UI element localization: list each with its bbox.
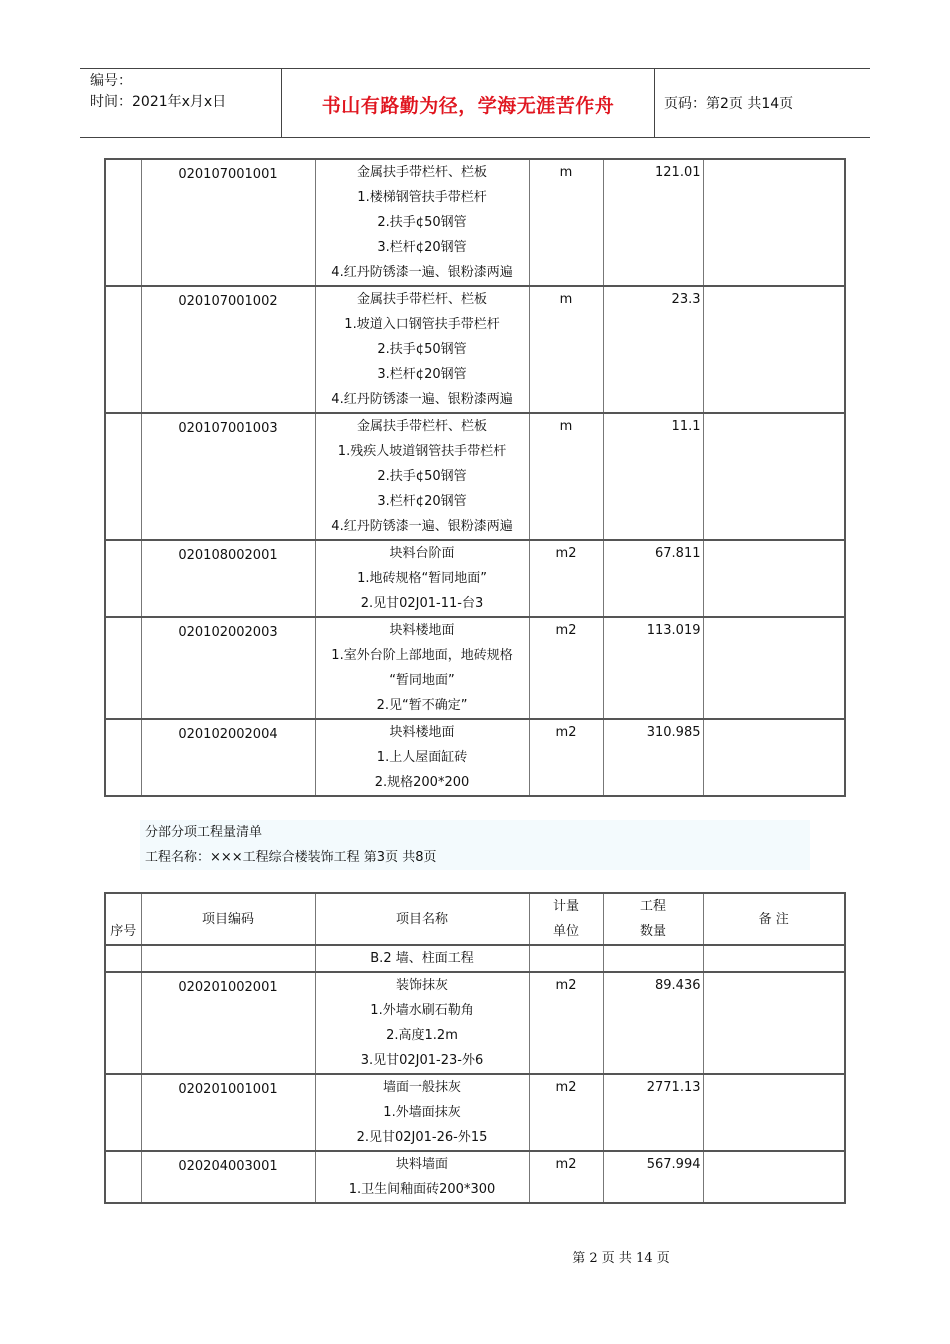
header-name: 项目名称 (315, 893, 529, 945)
table-row (105, 286, 845, 413)
item-name-line: 1.坡道入口钢管扶手带栏杆 (344, 317, 500, 332)
item-name-line: 3.见甘02J01-23-外6 (360, 1053, 484, 1068)
seq-cell (105, 719, 141, 796)
item-code: 020201001001 (141, 1074, 315, 1151)
item-name-line: 2.扶手¢50钢管 (377, 215, 467, 230)
item-quantity: 67.811 (603, 540, 703, 617)
table-header-row (105, 893, 845, 945)
header-qty: 工程 数量 (603, 893, 703, 945)
item-quantity: 11.1 (603, 413, 703, 540)
header-remark: 备 注 (703, 893, 845, 945)
group-unit-cell (529, 945, 603, 972)
item-name-line: 3.栏杆¢20钢管 (377, 494, 467, 509)
item-unit: m2 (529, 972, 603, 1074)
item-name-line: 2.见“暂不确定” (376, 698, 468, 713)
page-header (80, 68, 870, 138)
header-divider (654, 69, 655, 137)
item-code: 020102002004 (141, 719, 315, 796)
section-heading (140, 820, 810, 870)
item-name (315, 286, 529, 413)
header-code: 项目编码 (141, 893, 315, 945)
table-row (105, 413, 845, 540)
group-remark-cell (703, 945, 845, 972)
remark-cell (703, 540, 845, 617)
item-unit: m2 (529, 719, 603, 796)
item-quantity: 2771.13 (603, 1074, 703, 1151)
item-unit: m (529, 159, 603, 286)
header-page-info: 页码：第2页 共14页 (664, 96, 794, 112)
section-project: 工程名称：×××工程综合楼装饰工程 第3页 共8页 (145, 850, 437, 865)
item-name-line: 块料墙面 (395, 1157, 448, 1172)
item-name-line: 金属扶手带栏杆、栏板 (356, 165, 487, 180)
seq-cell (105, 1074, 141, 1151)
item-name (315, 1074, 529, 1151)
item-name (315, 413, 529, 540)
item-name-line: “暂同地面” (389, 673, 455, 688)
remark-cell (703, 617, 845, 719)
item-code: 020107001001 (141, 159, 315, 286)
item-name-line: 4.红丹防锈漆一遍、银粉漆两遍 (331, 265, 513, 280)
table-row (105, 617, 845, 719)
item-name-line: 块料台阶面 (389, 546, 455, 561)
item-name-line: 块料楼地面 (389, 725, 455, 740)
header-motto: 书山有路勤为径，学海无涯苦作舟 (321, 95, 615, 117)
item-quantity: 113.019 (603, 617, 703, 719)
seq-cell (105, 286, 141, 413)
remark-cell (703, 413, 845, 540)
item-name-line: 2.扶手¢50钢管 (377, 469, 467, 484)
item-unit: m2 (529, 540, 603, 617)
remark-cell (703, 719, 845, 796)
item-name (315, 617, 529, 719)
item-name-line: 1.外墙面抹灰 (383, 1105, 461, 1120)
item-name (315, 719, 529, 796)
item-name-line: 1.室外台阶上部地面，地砖规格 (331, 648, 513, 663)
item-name (315, 972, 529, 1074)
item-name-line: 1.残疾人坡道钢管扶手带栏杆 (337, 444, 507, 459)
item-code: 020107001002 (141, 286, 315, 413)
group-code-cell (141, 945, 315, 972)
remark-cell (703, 1151, 845, 1203)
item-name-line: 2.高度1.2m (386, 1028, 458, 1043)
table-row (105, 719, 845, 796)
remark-cell (703, 159, 845, 286)
page-footer: 第 2 页 共 14 页 (572, 1251, 670, 1266)
item-quantity: 567.994 (603, 1151, 703, 1203)
table-row (105, 159, 845, 286)
item-name-line: 2.见甘02J01-26-外15 (356, 1130, 488, 1145)
table-row (105, 1074, 845, 1151)
seq-cell (105, 159, 141, 286)
section-title: 分部分项工程量清单 (145, 825, 263, 840)
boq-table-continued (104, 158, 846, 797)
remark-cell (703, 286, 845, 413)
item-name-line: 1.外墙水刷石勒角 (370, 1003, 474, 1018)
seq-cell (105, 617, 141, 719)
seq-cell (105, 972, 141, 1074)
item-name (315, 1151, 529, 1203)
item-name (315, 159, 529, 286)
table-row (105, 540, 845, 617)
item-quantity: 23.3 (603, 286, 703, 413)
item-unit: m (529, 286, 603, 413)
item-unit: m2 (529, 1074, 603, 1151)
item-name-line: 4.红丹防锈漆一遍、银粉漆两遍 (331, 392, 513, 407)
item-name (315, 540, 529, 617)
item-name-line: 2.规格200*200 (374, 775, 470, 790)
item-unit: m2 (529, 617, 603, 719)
item-code: 020201002001 (141, 972, 315, 1074)
item-name-line: 装饰抹灰 (395, 978, 448, 993)
item-unit: m2 (529, 1151, 603, 1203)
code-label: 编号： (90, 73, 132, 89)
group-row (105, 945, 845, 972)
header-unit: 计量 单位 (529, 893, 603, 945)
item-name-line: 3.栏杆¢20钢管 (377, 367, 467, 382)
boq-table (104, 892, 846, 1204)
item-quantity: 310.985 (603, 719, 703, 796)
item-name-line: 1.楼梯钢管扶手带栏杆 (357, 190, 487, 205)
item-name-line: 金属扶手带栏杆、栏板 (356, 292, 487, 307)
remark-cell (703, 1074, 845, 1151)
item-code: 020107001003 (141, 413, 315, 540)
table-row (105, 972, 845, 1074)
item-name-line: 块料楼地面 (389, 623, 455, 638)
item-quantity: 89.436 (603, 972, 703, 1074)
item-name-line: 墙面一般抹灰 (382, 1080, 461, 1095)
group-title: B.2 墙、柱面工程 (315, 945, 529, 972)
group-qty-cell (603, 945, 703, 972)
item-name-line: 1.卫生间釉面砖200*300 (348, 1182, 496, 1197)
item-name-line: 4.红丹防锈漆一遍、银粉漆两遍 (331, 519, 513, 534)
item-code: 020204003001 (141, 1151, 315, 1203)
item-name-line: 金属扶手带栏杆、栏板 (356, 419, 487, 434)
item-name-line: 1.上人屋面缸砖 (376, 750, 468, 765)
item-unit: m (529, 413, 603, 540)
item-quantity: 121.01 (603, 159, 703, 286)
remark-cell (703, 972, 845, 1074)
group-seq-cell (105, 945, 141, 972)
seq-cell (105, 540, 141, 617)
seq-cell (105, 413, 141, 540)
item-name-line: 2.扶手¢50钢管 (377, 342, 467, 357)
item-name-line: 3.栏杆¢20钢管 (377, 240, 467, 255)
time-label: 时间：2021年x月x日 (90, 94, 227, 110)
item-code: 020108002001 (141, 540, 315, 617)
item-code: 020102002003 (141, 617, 315, 719)
header-meta (90, 71, 226, 113)
table-row (105, 1151, 845, 1203)
item-name-line: 1.地砖规格“暂同地面” (357, 571, 487, 586)
item-name-line: 2.见甘02J01-11-台3 (360, 596, 484, 611)
header-seq: 序号 (105, 893, 141, 945)
seq-cell (105, 1151, 141, 1203)
